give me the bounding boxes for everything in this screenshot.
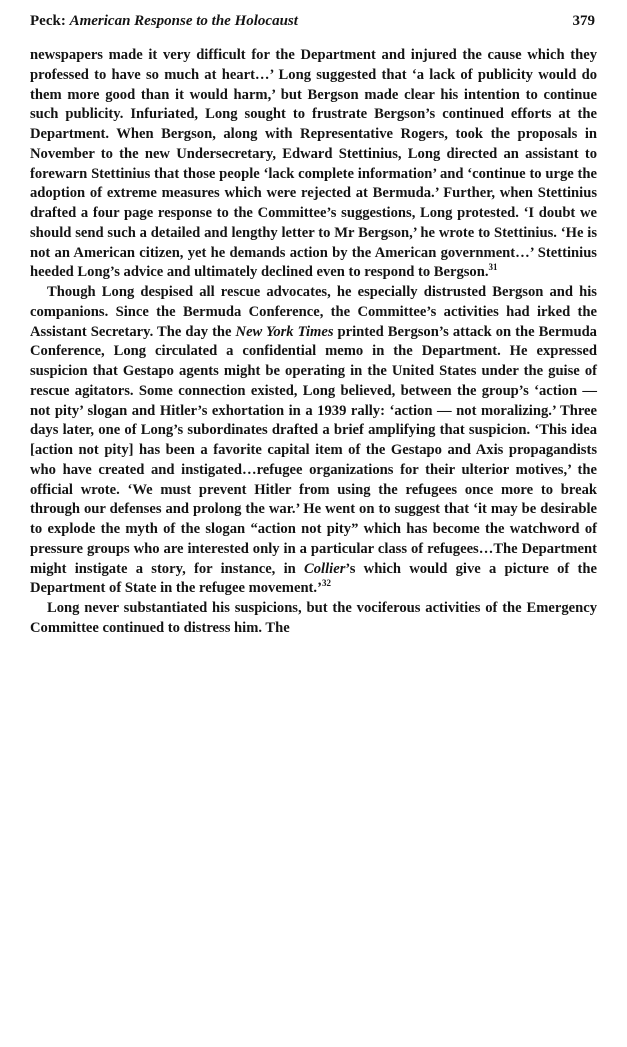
italic-text: New York Times bbox=[235, 323, 334, 340]
paragraph bbox=[30, 599, 597, 639]
author-name: Peck: bbox=[30, 13, 70, 29]
text-run: Long never substantiated his suspicions, but the vociferous activities of the Emergency Committee continued to distress him. The bbox=[30, 600, 597, 636]
paragraph bbox=[30, 283, 597, 599]
text-run: printed Bergson’s attack on the Bermuda Conference, Long circulated a confidential memo in the Department. He expressed suspicion that Gestapo agents might be operating in the United States under the guise of rescue agitators. Some connection existed, Long believed, between the group’s ‘action — not pity’ slogan and Hitler’s exhortation in a 1939 rally: ‘action — not moralizing.’ Three days later, one of Long’s subordinates drafted a brief amplifying that suspicion. ‘This idea [action not pity] has been a favorite capital item of the Gestapo and Axis propagandists who have created and instigated…refugee organizations for their ulterior motives,’ the official wrote. ‘We must prevent Hitler from using the refugees once more to break through our defenses and prolong the war.’ He went on to suggest that ‘it may be desirable to explode the myth of the slogan “action not pity” which has become the watchword of pressure groups who are interested only in a particular class of refugees…The Department might instigate a story, for instance, in bbox=[30, 323, 597, 577]
paragraph bbox=[30, 46, 597, 283]
book-page bbox=[30, 10, 597, 639]
footnote-marker: 31 bbox=[488, 262, 498, 273]
book-title: American Response to the Holocaust bbox=[69, 13, 298, 29]
footnote-marker: 32 bbox=[321, 578, 331, 589]
page-number: 379 bbox=[572, 13, 595, 29]
italic-text: Collier bbox=[304, 560, 346, 577]
running-head-title bbox=[30, 10, 298, 32]
text-run: newspapers made it very difficult for the Department and injured the cause which they professed to have so much at heart…’ Long suggested that ‘a lack of publicity would do them more good than it would harm,’ but Bergson made clear his intention to continue such publicity. Infuriated, Long sought to frustrate Bergson’s continued efforts at the Department. When Bergson, along with Representative Rogers, took the proposals in November to the new Undersecretary, Edward Stettinius, Long directed an assistant to forewarn Stettinius that those people ‘lack complete information’ and ‘continue to urge the adoption of extreme measures which were rejected at Bermuda.’ Further, when Stettinius drafted a four page response to the Committee’s suggestions, Long protested. ‘I doubt we should send such a detailed and lengthy letter to Mr Bergson,’ he wrote to Stettinius. ‘He is not an American citizen, yet he demands action by the American government…’ Stettinius heeded Long’s advice and ultimately declined even to respond to Bergson. bbox=[30, 47, 597, 281]
running-head bbox=[30, 10, 597, 36]
text-run: ’s which would give a picture of the Department of State in the refugee movement.’ bbox=[30, 560, 597, 597]
body-text bbox=[30, 46, 597, 639]
text-run: Though Long despised all rescue advocates, he especially distrusted Bergson and his companions. Since the Bermuda Conference, the Committee’s activities had irked the Assistant Secretary. The day the bbox=[30, 284, 597, 340]
